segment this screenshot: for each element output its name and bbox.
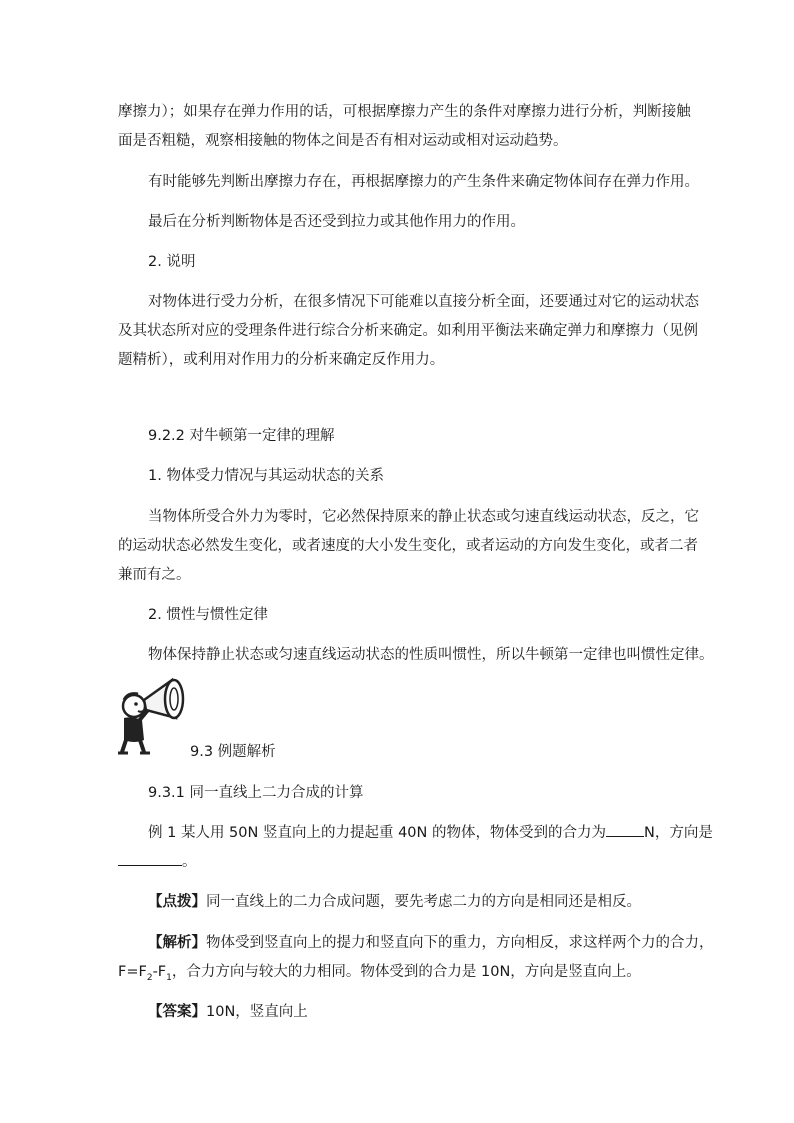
paragraph-line: 有时能够先判断出摩擦力存在，再根据摩擦力的产生条件来确定物体间存在弹力作用。 — [148, 174, 699, 190]
question-end: 。 — [182, 854, 197, 870]
question-text-unit: N，方向是 — [643, 825, 713, 841]
paragraph-line: 摩擦力）；如果存在弹力作用的话，可根据摩擦力产生的条件对摩擦力进行分析，判断接触 — [118, 104, 691, 120]
paragraph-line: 兼而有之。 — [118, 567, 191, 583]
question-text: 例 1 某人用 50N 竖直向上的力提起重 40N 的物体，物体受到的合力为 — [148, 825, 606, 841]
analysis-tag: 【解析】 — [148, 935, 206, 951]
subheading: 2. 惯性与惯性定律 — [148, 607, 268, 623]
paragraph-line: 题精析），或利用对作用力的分析来确定反作用力。 — [118, 352, 445, 368]
paragraph-line: 物体保持静止状态或匀速直线运动状态的性质叫惯性，所以牛顿第一定律也叫惯性定律。 — [148, 647, 714, 663]
answer-text: 10N，竖直向上 — [206, 1004, 308, 1020]
hint-tag: 【点拨】 — [148, 894, 206, 910]
analysis-text: ，合力方向与较大的力相同。物体受到的合力是 10N，方向是竖直向上。 — [171, 964, 641, 980]
formula-part: -F — [152, 964, 167, 980]
section-heading: 9.3 例题解析 — [190, 744, 276, 760]
paragraph-line: 当物体所受合外力为零时，它必然保持原来的静止状态或匀速直线运动状态，反之，它 — [148, 509, 699, 525]
answer-tag: 【答案】 — [148, 1004, 206, 1020]
hint-text: 同一直线上的二力合成问题，要先考虑二力的方向是相同还是相反。 — [206, 894, 641, 910]
formula-part: F=F — [118, 964, 147, 980]
analysis-formula-line — [118, 958, 678, 987]
formula-subscript: 1 — [166, 972, 172, 983]
answer-blank-2[interactable] — [118, 851, 182, 866]
subheading: 9.3.1 同一直线上二力合成的计算 — [148, 785, 364, 801]
paragraph-line: 面是否粗糙，观察相接触的物体之间是否有相对运动或相对运动趋势。 — [118, 133, 568, 149]
answer-blank-1[interactable] — [606, 822, 644, 837]
analysis-text: 物体受到竖直向上的提力和竖直向下的重力，方向相反，求这样两个力的合力， — [206, 935, 714, 951]
paragraph-line: 及其状态所对应的受理条件进行综合分析来确定。如利用平衡法来确定弹力和摩擦力（见例 — [118, 323, 698, 339]
subheading: 2. 说明 — [148, 254, 196, 270]
paragraph-line: 的运动状态必然发生变化，或者速度的大小发生变化，或者运动的方向发生变化，或者二者 — [118, 538, 698, 554]
section-heading: 9.2.2 对牛顿第一定律的理解 — [148, 428, 335, 444]
subheading: 1. 物体受力情况与其运动状态的关系 — [148, 468, 384, 484]
formula-subscript: 2 — [146, 972, 153, 983]
megaphone-man-icon — [114, 666, 194, 758]
question-line — [118, 848, 678, 877]
hint-line — [148, 888, 708, 917]
answer-line — [148, 998, 708, 1027]
paragraph-line: 最后在分析判断物体是否还受到拉力或其他作用力的作用。 — [148, 214, 525, 230]
question-line — [148, 819, 713, 848]
paragraph-line: 对物体进行受力分析，在很多情况下可能难以直接分析全面，还要通过对它的运动状态 — [148, 294, 699, 310]
analysis-line — [148, 929, 714, 958]
